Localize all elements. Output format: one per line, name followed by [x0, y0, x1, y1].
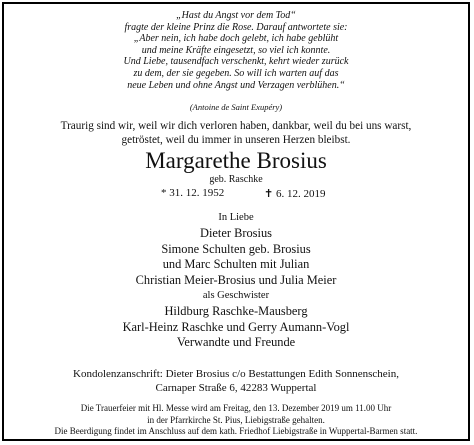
- quote-line: „Hast du Angst vor dem Tod“: [176, 10, 296, 21]
- quote-line: zu dem, der sie gegeben. So will ich warten auf das: [133, 67, 339, 79]
- birth-date: * 31. 12. 1952: [161, 187, 225, 199]
- born-name: geb. Raschke: [209, 174, 263, 185]
- quote-line: neue Leben und ohne Angst und Verzagen verblühen.“: [127, 79, 345, 91]
- mourners-list: [4, 226, 468, 351]
- quote-line: „Aber nein, ich habe doch gelebt, ich habe geblüht: [133, 33, 339, 45]
- mourner-line: und Marc Schulten mit Julian: [162, 257, 310, 272]
- mourners-heading: In Liebe: [218, 212, 254, 223]
- quote-line: fragte der kleine Prinz die Rose. Darauf antwortete sie:: [124, 21, 348, 33]
- address-line: Carnaper Straße 6, 42283 Wuppertal: [155, 381, 317, 394]
- condolence-address: [4, 368, 468, 395]
- address-line: Kondolenzanschrift: Dieter Brosius c/o Bestattungen Edith Sonnenschein,: [73, 368, 399, 380]
- intro-line: getröstet, weil du immer in unseren Herzen bleibst.: [121, 134, 351, 146]
- mourner-line: Simone Schulten geb. Brosius: [161, 241, 311, 256]
- funeral-line: Die Trauerfeier mit Hl. Messe wird am Freitag, den 13. Dezember 2019 um 11.00 Uhr: [80, 403, 392, 413]
- intro-line: Traurig sind wir, weil wir dich verloren haben, dankbar, weil du bei uns warst,: [60, 120, 412, 132]
- mourner-line: Christian Meier-Brosius und Julia Meier: [135, 272, 337, 287]
- death-date: ✝ 6. 12. 2019: [264, 188, 326, 200]
- sibling-line: Karl-Heinz Raschke und Gerry Aumann-Vogl: [122, 319, 350, 334]
- intro-text: [4, 119, 468, 147]
- quote-line: und meine Kräfte eingesetzt, so viel ich konnte.: [141, 44, 331, 56]
- quote-attribution: (Antoine de Saint Exupéry): [189, 102, 283, 112]
- siblings-heading: als Geschwister: [202, 290, 270, 302]
- obituary-border: [2, 2, 470, 441]
- quote-line: Und Liebe, tausendfach verschenkt, kehrt wieder zurück: [123, 56, 349, 68]
- funeral-line: Die Beerdigung findet im Anschluss auf dem kath. Friedhof Liebigstraße in Wuppertal-Barmen statt.: [54, 426, 418, 436]
- quote-block: [4, 10, 468, 91]
- mourner-line: Dieter Brosius: [200, 226, 272, 240]
- deceased-name: Margarethe Brosius: [145, 148, 327, 173]
- funeral-line: in der Pfarrkirche St. Pius, Liebigstraße gehalten.: [147, 414, 325, 425]
- funeral-details: [4, 403, 468, 438]
- sibling-line: Verwandte und Freunde: [176, 335, 296, 350]
- sibling-line: Hildburg Raschke-Mausberg: [164, 303, 308, 318]
